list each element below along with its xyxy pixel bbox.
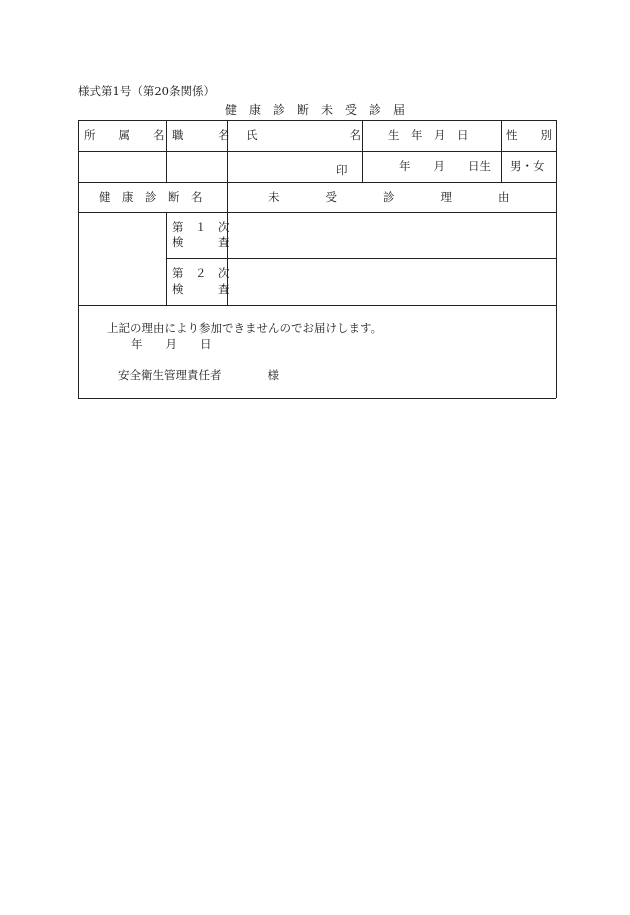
- seal-mark: 印: [336, 163, 348, 177]
- exam-name-field[interactable]: [79, 213, 165, 304]
- affiliation-field[interactable]: [79, 152, 165, 181]
- row-divider: [78, 182, 556, 183]
- header-reason: 未 受 診 理 由: [268, 190, 510, 204]
- declaration-date[interactable]: 年 月 日: [131, 337, 212, 351]
- header-gender: 性 別: [506, 128, 552, 142]
- row-divider: [78, 305, 556, 306]
- column-divider: [362, 120, 363, 182]
- second-exam-label-line1: 第 ２ 次: [172, 266, 230, 280]
- job-title-field[interactable]: [167, 152, 226, 181]
- header-exam-name: 健 康 診 断 名: [99, 190, 203, 204]
- document-title: 健 康 診 断 未 受 診 届: [224, 103, 405, 117]
- column-divider: [501, 120, 502, 182]
- form-number: 様式第1号（第20条関係）: [78, 84, 215, 98]
- first-exam-label-line1: 第 １ 次: [172, 220, 230, 234]
- table-border-right: [556, 120, 557, 398]
- first-exam-label-line2: 検 査: [172, 235, 230, 249]
- table-border-top: [78, 120, 556, 121]
- column-divider: [166, 212, 167, 305]
- table-border-bottom: [78, 398, 556, 399]
- header-affiliation: 所 属 名: [84, 128, 165, 142]
- birth-date-field[interactable]: 年 月 日生: [399, 159, 491, 173]
- declaration-statement: 上記の理由により参加できませんのでお届けします。: [107, 321, 383, 335]
- declaration-addressee: 安全衛生管理責任者 様: [118, 368, 279, 382]
- first-exam-reason-field[interactable]: [228, 213, 555, 257]
- header-name: 氏 名: [246, 128, 361, 142]
- gender-options[interactable]: 男・女: [510, 159, 545, 173]
- second-exam-reason-field[interactable]: [228, 259, 555, 304]
- header-job-title: 職 名: [172, 128, 230, 142]
- header-birth-date: 生 年 月 日: [388, 128, 469, 142]
- second-exam-label-line2: 検 査: [172, 282, 230, 296]
